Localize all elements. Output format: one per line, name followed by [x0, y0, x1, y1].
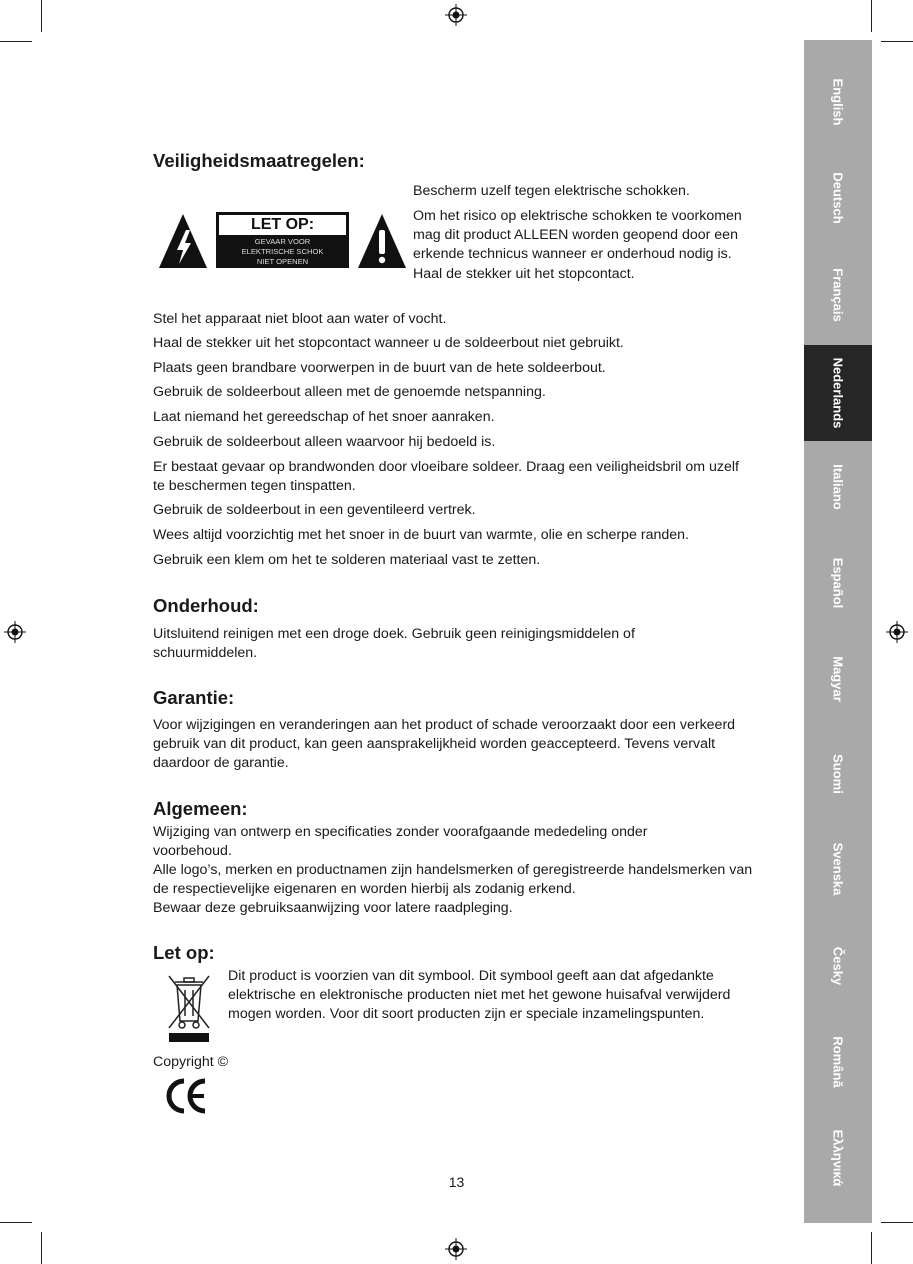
crop-mark — [41, 0, 42, 32]
safety-item: Gebruik de soldeerbout alleen waarvoor hij bedoeld is. — [153, 434, 496, 450]
language-tab-label: English — [830, 78, 846, 126]
crop-mark — [0, 1222, 32, 1223]
registration-mark-icon — [445, 4, 467, 26]
crop-mark — [871, 1232, 872, 1264]
safety-item: Gebruik een klem om het te solderen materiaal vast te zetten. — [153, 552, 541, 568]
safety-intro-1: Bescherm uzelf tegen elektrische schokken. — [413, 183, 690, 199]
safety-item: Plaats geen brandbare voorwerpen in de buurt van de hete soldeerbout. — [153, 360, 606, 376]
language-tab-bar — [804, 40, 872, 1223]
safety-item: Er bestaat gevaar op brandwonden door vloeibare soldeer. Draag een veiligheidsbril om uzelf te beschermen tegen tinspatten. — [153, 459, 739, 494]
crop-mark — [881, 41, 913, 42]
maintenance-heading: Onderhoud: — [153, 595, 259, 616]
general-line: Bewaar deze gebruiksaanwijzing voor latere raadpleging. — [153, 900, 513, 916]
warning-label — [216, 212, 349, 268]
attention-heading: Let op: — [153, 942, 215, 963]
language-tab-svenska[interactable] — [804, 821, 872, 917]
language-tab-ellinika[interactable] — [804, 1110, 872, 1206]
language-tab-francais[interactable] — [804, 247, 872, 343]
maintenance-text: Uitsluitend reinigen met een droge doek. Gebruik geen reinigingsmiddelen of schuurmiddelen. — [153, 626, 635, 661]
language-tab-label: Magyar — [830, 656, 846, 702]
general-line: Wijziging van ontwerp en specificaties zonder voorafgaande mededeling onder voorbehoud. — [153, 824, 648, 859]
language-tab-deutsch[interactable] — [804, 150, 872, 246]
safety-item: Haal de stekker uit het stopcontact wanneer u de soldeerbout niet gebruikt. — [153, 335, 624, 351]
copyright: Copyright © — [153, 1054, 229, 1070]
language-tab-label: Español — [830, 557, 846, 609]
attention-text: Dit product is voorzien van dit symbool. Dit symbool geeft aan dat afgedankte elektrische en elektronische producten niet met het gewone huisafval verwijderd mogen worden. Voor dit soort producten zijn er speciale inzamelingspunten. — [228, 968, 731, 1022]
electric-shock-warning-icon — [157, 212, 209, 270]
registration-mark-icon — [4, 621, 26, 643]
registration-mark-icon — [445, 1238, 467, 1260]
crop-mark — [41, 1232, 42, 1264]
language-tab-label: Ελληνικά — [830, 1129, 846, 1187]
language-tab-label: Italiano — [830, 464, 846, 510]
language-tab-romana[interactable] — [804, 1014, 872, 1110]
language-tab-espanol[interactable] — [804, 535, 872, 631]
warning-label-text — [216, 237, 349, 267]
crop-mark — [871, 0, 872, 32]
page-number: 13 — [448, 1174, 465, 1190]
safety-item: Gebruik de soldeerbout alleen met de genoemde netspanning. — [153, 384, 546, 400]
general-text — [153, 823, 765, 918]
crop-mark — [881, 1222, 913, 1223]
exclamation-warning-icon — [356, 212, 408, 270]
warning-label-line: NIET OPENEN — [256, 257, 309, 266]
language-tab-english[interactable] — [804, 54, 872, 150]
safety-item: Gebruik de soldeerbout in een geventileerd vertrek. — [153, 502, 476, 518]
language-tab-label: Română — [830, 1036, 846, 1088]
ce-mark — [164, 1078, 210, 1114]
warning-label-line: ELEKTRISCHE SCHOK — [241, 247, 324, 256]
warning-label-title: LET OP: — [219, 215, 346, 235]
safety-item: Stel het apparaat niet bloot aan water of vocht. — [153, 311, 447, 327]
weee-bin-icon — [165, 968, 213, 1044]
crop-mark — [0, 41, 32, 42]
language-tab-label: Česky — [830, 946, 846, 986]
safety-heading: Veiligheidsmaatregelen: — [153, 150, 365, 171]
language-tab-cesky[interactable] — [804, 918, 872, 1014]
language-tab-suomi[interactable] — [804, 726, 872, 822]
language-tab-magyar[interactable] — [804, 631, 872, 727]
language-tab-label: Deutsch — [830, 172, 846, 224]
registration-mark-icon — [886, 621, 908, 643]
ce-mark-icon — [164, 1078, 210, 1114]
general-line: Alle logo’s, merken en productnamen zijn handelsmerken of geregistreerde handelsmerken van de respectievelijke eigenaren en worden hierbij als zodanig erkend. — [153, 862, 753, 897]
warranty-text: Voor wijzigingen en veranderingen aan het product of schade veroorzaakt door een verkeerd gebruik van dit product, kan geen aansprakelijkheid worden geaccepteerd. Tevens vervalt daardoor de garantie. — [153, 717, 736, 771]
language-tab-label: Svenska — [830, 842, 846, 896]
safety-intro-2: Om het risico op elektrische schokken te voorkomen mag dit product ALLEEN worden geopend door een erkende technicus wanneer er onderhoud nodig is. Haal de stekker uit het stopcontact. — [413, 208, 742, 282]
language-tab-italiano[interactable] — [804, 439, 872, 535]
language-tab-label: Nederlands — [830, 357, 846, 429]
language-tab-nederlands[interactable] — [804, 345, 872, 441]
warranty-heading: Garantie: — [153, 687, 235, 708]
language-tab-label: Français — [830, 268, 846, 322]
general-heading: Algemeen: — [153, 798, 248, 819]
warning-label-line: GEVAAR VOOR — [254, 237, 311, 246]
safety-item: Laat niemand het gereedschap of het snoer aanraken. — [153, 409, 495, 425]
safety-item: Wees altijd voorzichtig met het snoer in de buurt van warmte, olie en scherpe randen. — [153, 527, 689, 543]
language-tab-label: Suomi — [830, 754, 846, 794]
